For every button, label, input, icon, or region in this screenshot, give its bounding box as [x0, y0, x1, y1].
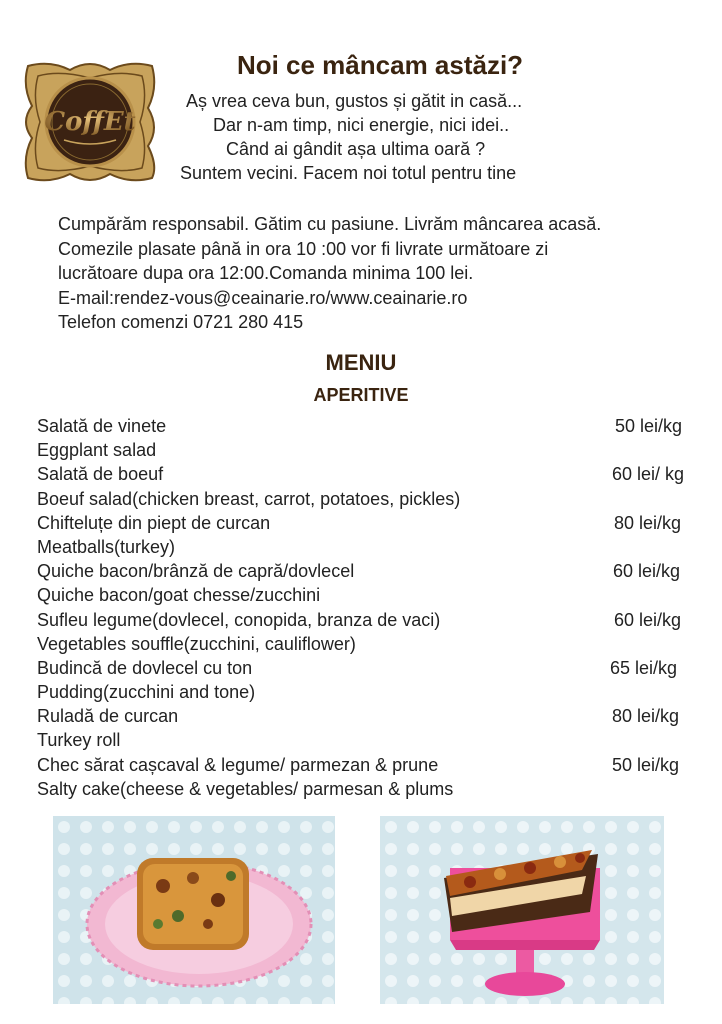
item-name: Salată de boeuf [37, 464, 164, 485]
menu-item-translation [37, 680, 697, 704]
item-price: 80 lei/kg [614, 512, 682, 533]
tagline-2: Dar n-am timp, nici energie, nici idei.. [213, 115, 510, 135]
item-name: Quiche bacon/brânză de capră/dovlecel [37, 561, 355, 582]
item-translation: Eggplant salad [37, 440, 157, 461]
item-translation: Boeuf salad(chicken breast, carrot, potatoes, pickles) [37, 488, 461, 509]
menu-item [37, 753, 697, 777]
menu-title: MENIU [325, 350, 397, 375]
item-translation: Quiche bacon/goat chesse/zucchini [37, 585, 321, 606]
logo-text: CoffEt [44, 107, 136, 137]
contact-email[interactable]: E-mail:rendez-vous@ceainarie.ro/www.ceainarie.ro [58, 287, 468, 308]
menu-list [37, 414, 697, 801]
menu-item [37, 414, 697, 438]
menu-item-translation [37, 535, 697, 559]
item-name: Budincă de dovlecel cu ton [37, 657, 253, 678]
info-line: Cumpărăm responsabil. Gătim cu pasiune. Livrăm mâncarea acasă. [58, 214, 602, 234]
item-name: Ruladă de curcan [37, 706, 179, 727]
item-name: Salată de vinete [37, 416, 167, 436]
menu-item-translation [37, 728, 697, 752]
menu-item [37, 656, 697, 680]
item-name: Chec sărat cașcaval & legume/ parmezan & prune [37, 754, 439, 775]
info-line: Comezile plasate până in ora 10 :00 vor fi livrate următoare zi [58, 238, 549, 259]
tagline-1: Aș vrea ceva bun, gustos și gătit in casă... [186, 91, 523, 111]
item-name: Chifteluțe din piept de curcan [37, 512, 271, 533]
ornamental-frame-icon [20, 58, 160, 186]
menu-item-translation [37, 632, 697, 656]
item-translation: Meatballs(turkey) [37, 536, 176, 557]
tagline-4: Suntem vecini. Facem noi totul pentru tine [180, 163, 517, 183]
item-price: 60 lei/kg [614, 609, 682, 630]
menu-item [37, 559, 697, 583]
item-price: 60 lei/ kg [612, 464, 685, 485]
menu-item-translation [37, 777, 697, 801]
menu-item [37, 511, 697, 535]
coffet-logo [20, 58, 160, 186]
item-translation: Salty cake(cheese & vegetables/ parmesan & plums [37, 778, 454, 799]
item-price: 50 lei/kg [615, 416, 683, 436]
page-title: Noi ce mâncam astăzi? [236, 50, 524, 80]
contact-phone[interactable]: Telefon comenzi 0721 280 415 [58, 312, 304, 333]
item-price: 80 lei/kg [612, 706, 680, 727]
menu-item [37, 462, 697, 486]
item-translation: Turkey roll [37, 730, 121, 751]
item-price: 60 lei/kg [613, 561, 681, 582]
section-title: APERITIVE [313, 385, 409, 405]
info-line: lucrătoare dupa ora 12:00.Comanda minima 100 lei. [58, 263, 474, 284]
salty-cake-photo [380, 816, 664, 1004]
order-info [58, 212, 601, 335]
menu-item-translation [37, 487, 697, 511]
item-name: Sufleu legume(dovlecel, conopida, branza de vaci) [37, 609, 441, 630]
menu-item [37, 608, 697, 632]
menu-item [37, 704, 697, 728]
item-price: 50 lei/kg [612, 754, 680, 775]
menu-item-translation [37, 583, 697, 607]
item-price: 65 lei/kg [610, 657, 678, 678]
item-translation: Pudding(zucchini and tone) [37, 682, 256, 703]
tagline-3: Când ai gândit așa ultima oară ? [226, 139, 486, 159]
menu-item-translation [37, 438, 697, 462]
item-translation: Vegetables souffle(zucchini, cauliflower) [37, 633, 356, 654]
quiche-photo [53, 816, 335, 1004]
